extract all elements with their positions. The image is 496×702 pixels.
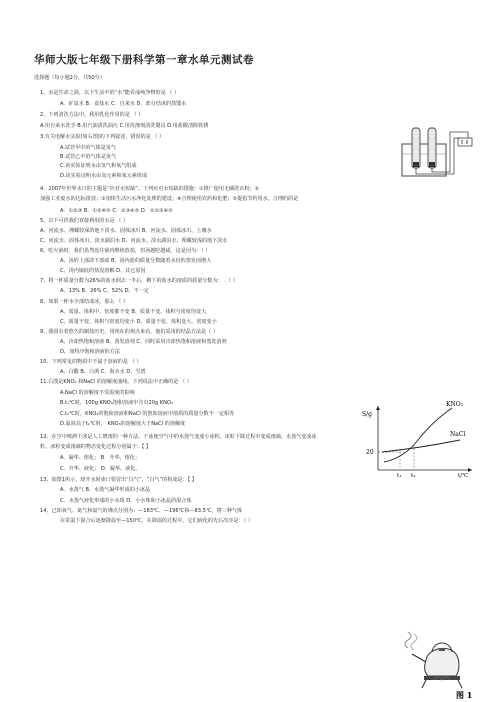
- x-axis-label: t/℃: [458, 473, 469, 479]
- y-axis-label: S/g: [362, 411, 372, 418]
- question-line: 1、水是生命之源，以下生活中的“水”能看成纯净物的是 （ ）: [40, 90, 180, 96]
- question-line: A．矿泉水 B．食盐水 C．自来水 D．部分结冰的蒸馏水: [60, 101, 187, 107]
- question-line: 6、吃火锅时，我们虽然没往锅内继续放盐，但汤越吃越咸，这是因为：（ ）: [40, 248, 211, 254]
- question-line: B.t₁℃时，100g KNO₃饱和溶液中含有20g KNO₃: [60, 400, 174, 406]
- question-line: A.NaCl 的溶解度不受温度的影响: [60, 390, 135, 396]
- kettle-figure: [398, 630, 486, 700]
- question-line: C、河流水、固体冰川、淡水湖泊水 D、河流水、淡水湖泊水、埋藏较浅的地下淡水: [40, 238, 228, 244]
- question-line: 13、如图1所示，烧开水时壶口要冒出“白气”，“白气”的构成是：【 】: [40, 477, 197, 483]
- question-line: 14、已知氧气、氮气和氦气的沸点分别为：—183℃、—196℃和—83.5℃，将三种气体: [40, 508, 243, 514]
- question-line: 7、将一杯质量分数为26%的盐水倒去一半后，剩下的盐水的溶质的质量分数为： .（ ）: [40, 278, 238, 284]
- question-line: 在常温下混合后逐渐降温至—150℃，在降温的过程中，它们液化的先后次序是：（ ）: [60, 518, 253, 524]
- question-line: A、河流水、埋藏较深的地下淡水、固体冰川 B、河流水、固体冰川、土壤水: [40, 228, 212, 234]
- question-line: A、白醋 B、白酒 C、海水水 D、雪碧: [60, 369, 146, 375]
- question-line: D、加热冷饱和溶液的方法: [60, 349, 120, 355]
- question-line: 10、下列常见的物质中不属于溶液的是 （ ）: [40, 359, 142, 365]
- section-heading: 选择题（每小题2分，共50分）: [34, 75, 105, 81]
- page-title: 华师大版七年级下册科学第一章水单元测试卷: [34, 54, 254, 66]
- question-line: 加强工业废水的达标排放；③加快生活污水净化处理的建设；④合理使用农药和化肥；⑤提倡节约用水。合理的的是: [40, 196, 299, 202]
- question-line: 5、以下可供我们直接利用的水是 （ ）: [40, 218, 128, 224]
- question-line: C、汤内锅底的盐没溶解 D、其它原因: [60, 268, 146, 274]
- question-line: A、汤的上部淡下部咸 B、汤内盐的质量分数随着水份的蒸发而增大: [60, 258, 212, 264]
- x-tick-t1: t₁: [397, 473, 402, 479]
- question-line: C．升华、液化； D．凝华、液化。: [60, 466, 141, 472]
- solubility-curve-chart: [360, 400, 482, 480]
- question-line: 8、如果一杯水全部结成冰，那么 （ ）: [40, 299, 128, 305]
- question-line: 12、在空中喷洒干冰是人工增雨的一种方法。干冰使空气中的水蒸气变成小冰粒，冰粒下降过程中变成雨滴。水蒸气变成冰: [40, 434, 317, 440]
- question-line: 4．2007年世界水日的主题是“应对水短缺”。下列应对水短缺的措施：①推广使用无磷洗衣粉；②: [40, 186, 260, 192]
- question-line: A.试管甲中的气体是氢气: [60, 145, 116, 151]
- question-line: C．水蒸气液化形成的小水珠 D．小水珠和小冰晶的混合体: [60, 498, 192, 504]
- question-line: 2、下列清洗方法中，利用乳化作用的是 （ ）: [40, 112, 144, 118]
- question-line: 3.有关电解水实验(如右图)的下列叙述，错误的是 （ ）: [40, 134, 165, 140]
- question-line: 11.右图是KNO₃ 和NaCl 的溶解度曲线。下列说法中正确的是 （ ）: [40, 379, 192, 385]
- question-line: 9、我国有着悠久的制盐历史，用现在的观点来看，他们采用的结晶方法是（ ）: [40, 329, 219, 335]
- question-line: A、冷却热饱和溶液 B、蒸发溶剂 C、同时采用冷却热饱和溶液和蒸发溶剂: [60, 339, 227, 345]
- question-line: D.该实验证明水由氢元素和氧元素组成: [60, 173, 148, 179]
- question-line: A、质量、体积中、密度都不变 B、质量不变、体积与密度均变大: [60, 309, 207, 315]
- question-line: C.该实验证明水由氢气和氧气组成: [60, 163, 137, 169]
- question-line: A．水蒸气 B．水蒸气凝华形成的小冰晶: [60, 487, 151, 493]
- kno3-curve: [384, 408, 452, 462]
- question-line: 粒、冰粒变成雨滴的物态变化过程分别属于：【 】: [40, 444, 152, 450]
- question-line: C、质量不变、体积与密度均变小 D、质量不变、体积变大、密度变小: [60, 319, 217, 325]
- nacl-label: NaCl: [450, 431, 466, 438]
- nacl-curve: [382, 440, 460, 452]
- question-line: B.试管乙中的气体是氢气: [60, 154, 117, 160]
- question-line: C.t₂℃时，KNO₃的饱和溶液和NaCl 的饱和溶液中溶质的质量分数不一定相等: [60, 411, 235, 417]
- question-line: D.温度高于t₂℃时， KNO₃的溶解度大于NaCl 的溶解度: [60, 421, 186, 427]
- question-line: A.用自来水洗手 B.用汽油清洗油污 C.用洗涤剂清洗餐具 D.用盐酸清除铁锈: [40, 123, 209, 129]
- y-tick-label: 20: [366, 449, 374, 456]
- question-line: A、13% B、26% C、52% D、不一定: [60, 288, 149, 294]
- kno3-label: KNO₃: [446, 401, 464, 408]
- question-line: A．凝华、熔化； B．升华、熔化；: [60, 455, 140, 461]
- question-line: A．①②③ B．①②④⑤ C．②③④⑤ D．①②③④⑤: [60, 208, 173, 214]
- figure-caption: 图 1: [456, 690, 473, 700]
- electrolysis-apparatus-figure: [398, 124, 476, 180]
- x-tick-t2: t₂: [411, 473, 416, 479]
